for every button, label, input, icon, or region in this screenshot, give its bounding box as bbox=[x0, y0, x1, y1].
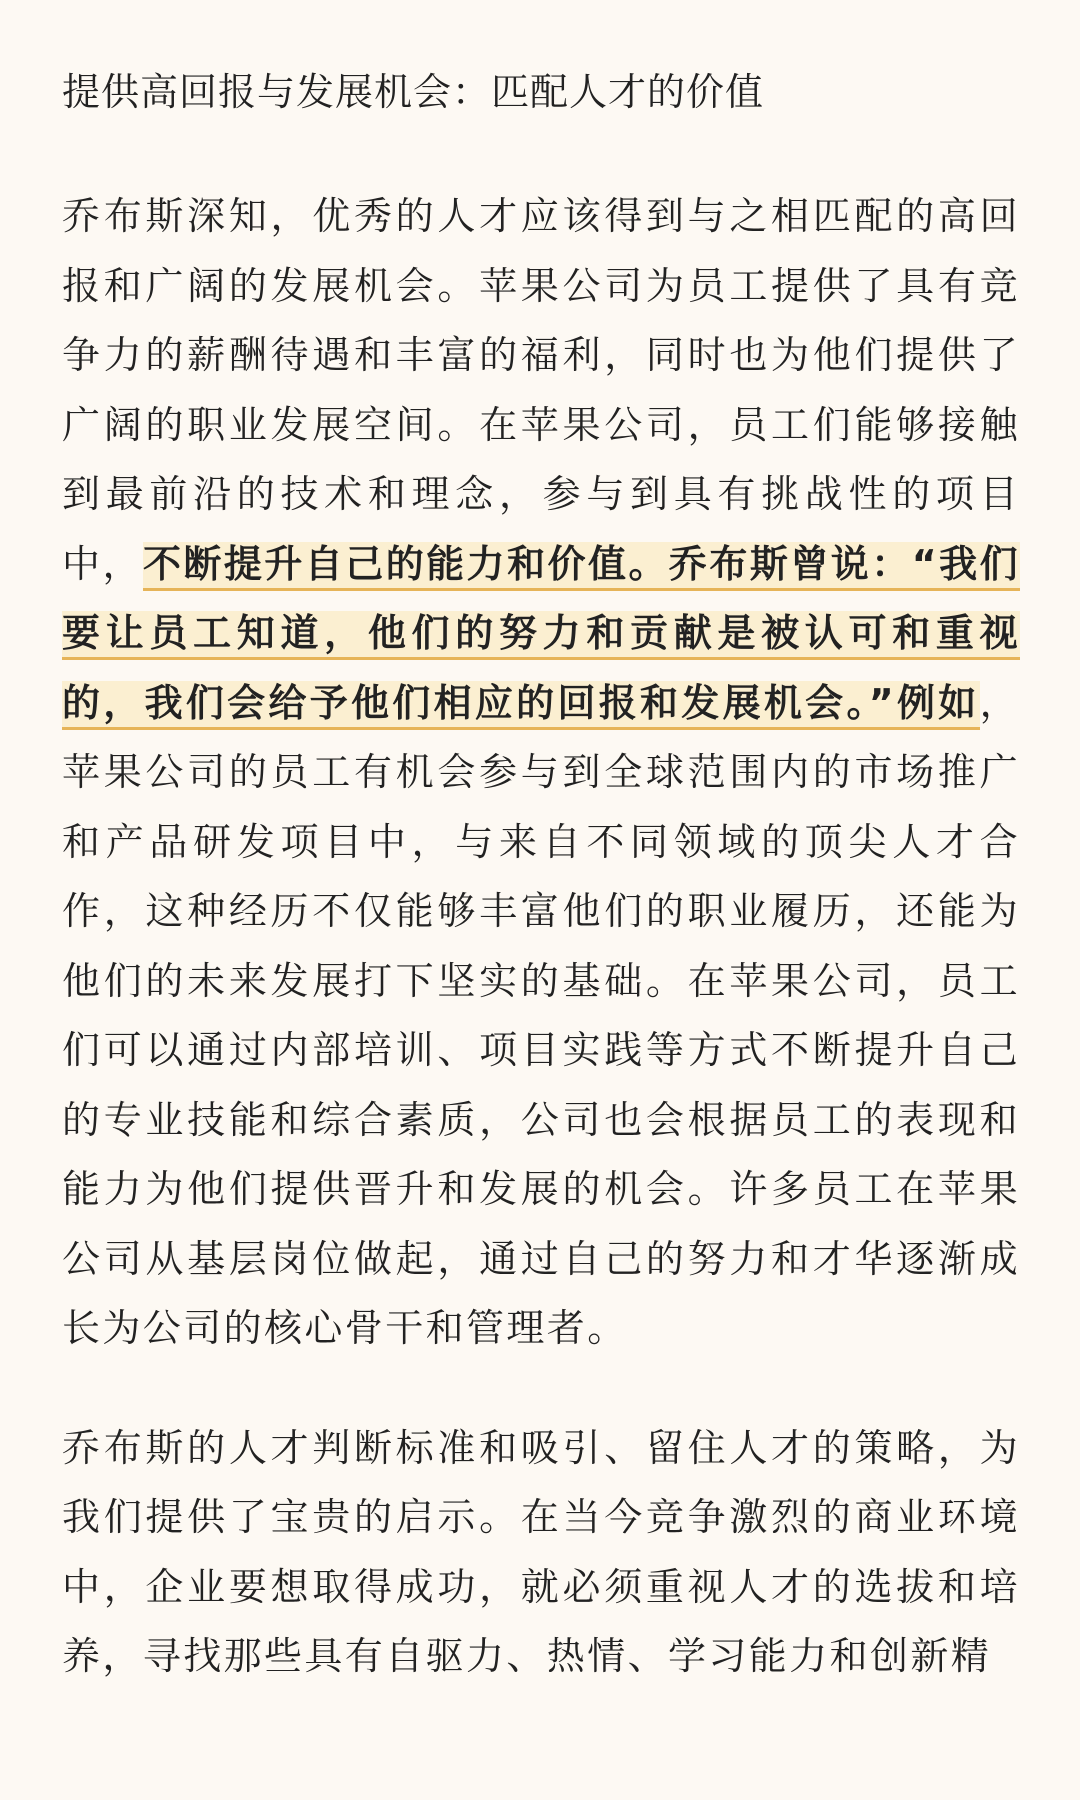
paragraph-1-text-before: 乔布斯深知，优秀的人才应该得到与之相匹配的高回报和广阔的发展机会。苹果公司为员工提供了具有竞争力的薪酬待遇和丰富的福利，同时也为他们提供了广阔的职业发展空间。在苹果公司，员工们能够接触到最前沿的技术和理念，参与到具有挑战性的项目中， bbox=[62, 194, 1020, 586]
highlighted-quote[interactable]: 不断提升自己的能力和价值。乔布斯曾说：“我们要让员工知道，他们的努力和贡献是被认可和重视的，我们会给予他们相应的回报和发展机会。”例如 bbox=[62, 542, 1020, 730]
paragraph-1-text-after: ，苹果公司的员工有机会参与到全球范围内的市场推广和产品研发项目中，与来自不同领域的顶尖人才合作，这种经历不仅能够丰富他们的职业履历，还能为他们的未来发展打下坚实的基础。在苹果公司，员工们可以通过内部培训、项目实践等方式不断提升自己的专业技能和综合素质，公司也会根据员工的表现和能力为他们提供晋升和发展的机会。许多员工在苹果公司从基层岗位做起，通过自己的努力和才华逐渐成长为公司的核心骨干和管理者。 bbox=[62, 680, 1020, 1350]
paragraph-2: 乔布斯的人才判断标准和吸引、留住人才的策略，为我们提供了宝贵的启示。在当今竞争激烈的商业环境中，企业要想取得成功，就必须重视人才的选拔和培养，寻找那些具有自驱力、热情、学习能力和创新精 bbox=[62, 1425, 1020, 1678]
paragraph-1 bbox=[62, 182, 1020, 1364]
section-heading: 提供高回报与发展机会：匹配人才的价值 bbox=[62, 70, 765, 114]
